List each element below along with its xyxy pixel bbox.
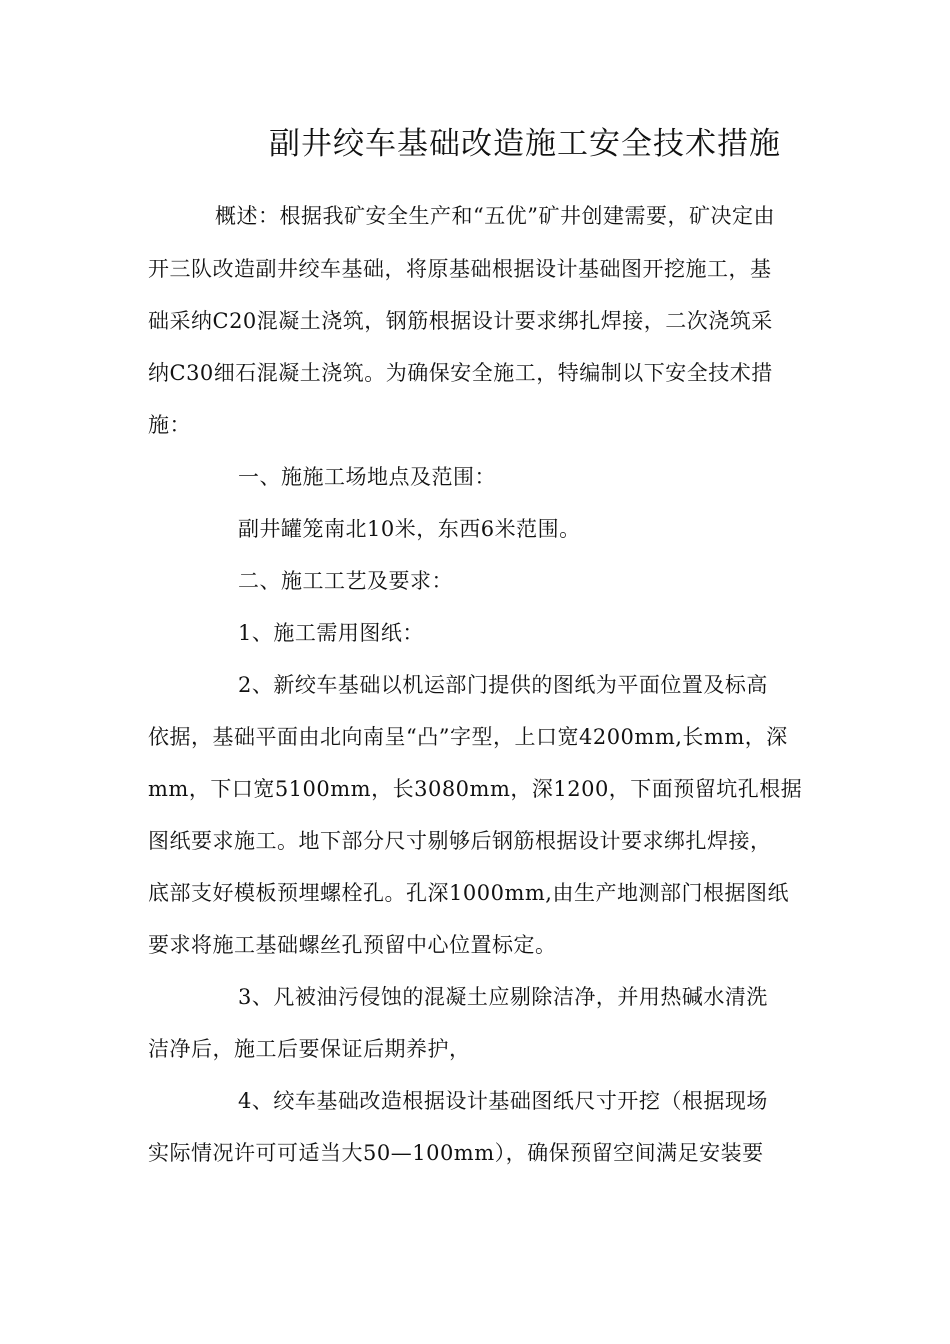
paragraph-line: 图纸要求施工。地下部分尺寸剔够后钢筋根据设计要求绑扎焊接， [148,829,772,853]
paragraph-line: 开三队改造副井绞车基础，将原基础根据设计基础图开挖施工，基 [148,257,772,281]
paragraph-line: 洁净后，施工后要保证后期养护， [148,1037,471,1061]
list-item-heading: 3、凡被油污侵蚀的混凝土应剔除洁净，并用热碱水清洗 [238,985,768,1009]
list-item-heading: 1、施工需用图纸： [238,621,424,645]
paragraph-line: 依据，基础平面由北向南呈“凸”字型，上口宽4200mm,长mm，深 [148,725,788,749]
paragraph-line: 副井罐笼南北10米，东西6米范围。 [238,517,581,541]
paragraph-line: mm，下口宽5100mm，长3080mm，深1200，下面预留坑孔根据 [148,777,803,801]
paragraph-line: 要求将施工基础螺丝孔预留中心位置标定。 [148,933,557,957]
section-heading: 二、施工工艺及要求： [238,569,453,593]
section-heading: 一、施施工场地点及范围： [238,465,496,489]
list-item-heading: 2、新绞车基础以机运部门提供的图纸为平面位置及标高 [238,673,768,697]
paragraph-line: 础采纳C20混凝土浇筑，钢筋根据设计要求绑扎焊接，二次浇筑采 [148,309,773,333]
paragraph-line: 施： [148,413,191,437]
paragraph-line: 实际情况许可可适当大50—100mm），确保预留空间满足安装要 [148,1141,764,1165]
paragraph-line: 底部支好模板预埋螺栓孔。孔深1000mm,由生产地测部门根据图纸 [148,881,789,905]
paragraph-line: 纳C30细石混凝土浇筑。为确保安全施工，特编制以下安全技术措 [148,361,773,385]
paragraph-line: 概述：根据我矿安全生产和“五优”矿井创建需要，矿决定由 [215,204,775,228]
list-item-heading: 4、绞车基础改造根据设计基础图纸尺寸开挖（根据现场 [238,1089,768,1113]
document-title: 副井绞车基础改造施工安全技术措施 [269,126,781,162]
